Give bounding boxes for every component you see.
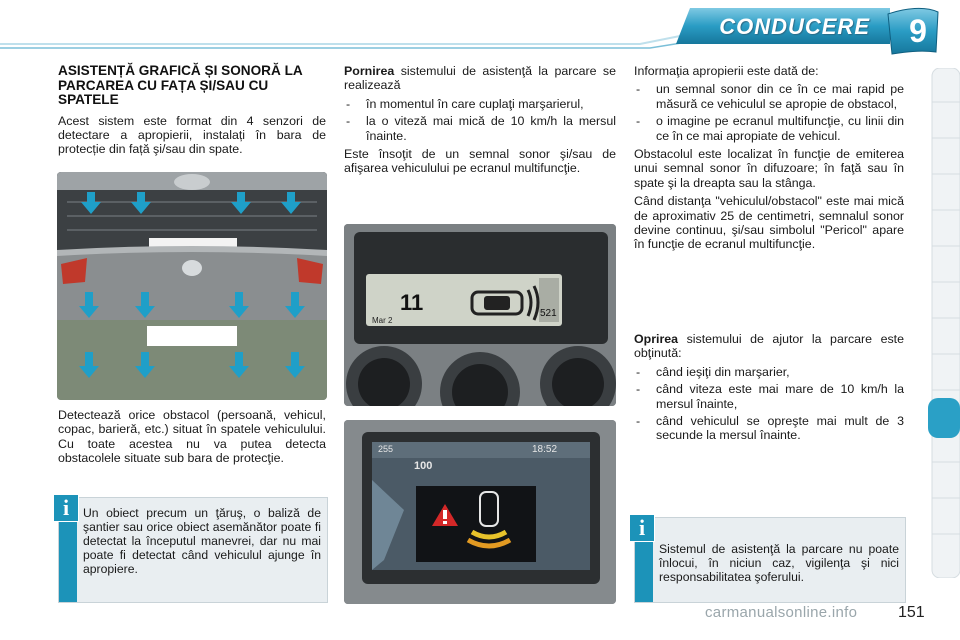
instrument-illustration — [344, 224, 616, 406]
distance-paragraph: Când distanţa "vehiculul/obstacol" este mai mică de aproximativ 25 de centimetri, semnalul sonor devine continuu, şi/sau simbolul "Pericol" apare în funcţie de ecranul multifuncţie. — [634, 194, 904, 252]
stop-list — [634, 365, 904, 443]
start-list — [344, 97, 616, 143]
display-right-text: 521 — [540, 308, 557, 319]
info-text-left: Un obiect precum un ţăruş, o baliză de şantier sau orice obiect asemănător poate fi detectat la începutul manevrei, dar nu mai poate fi detectat când vehiculul ajunge în apropiere. — [83, 506, 321, 576]
bumper-illustration — [57, 172, 327, 400]
start-item: - în momentul în care cuplaţi marşarierul, — [344, 97, 616, 111]
info-icon: i — [53, 494, 79, 522]
column-1 — [58, 64, 326, 161]
page-header — [0, 0, 960, 56]
location-paragraph: Obstacolul este localizat în funcţie de emiterea unui semnal sonor în difuzoare; în faţă sau în spate şi la dreapta sau la stânga. — [634, 147, 904, 190]
info-box-left — [58, 497, 328, 603]
start-text: sistemului de asistenţă la parcare se realizează — [344, 64, 616, 93]
display-value: 11 — [400, 290, 424, 315]
detection-paragraph: Detectează orice obstacol (persoană, vehicul, copac, barieră, etc.) situat în spatele vehiculului. Cu toate acestea nu va putea detecta obstacolele situate sub bara de protecţie. — [58, 408, 326, 466]
column-2 — [344, 64, 616, 180]
start-label: Pornirea — [344, 64, 395, 78]
column-3-stop — [634, 332, 904, 447]
chapter-side-tabs — [928, 68, 960, 578]
info-box-right — [634, 517, 906, 603]
watermark: carmanualsonline.info — [705, 604, 858, 621]
active-chapter-tab — [928, 398, 960, 438]
screen-left-text: 255 — [378, 444, 394, 454]
side-tab-strip — [928, 68, 960, 578]
screen-time: 18:52 — [532, 444, 558, 455]
screen-value: 100 — [414, 460, 433, 472]
bumper-sensors-photo — [57, 172, 327, 400]
proximity-list — [634, 82, 904, 143]
info-icon: i — [629, 514, 655, 542]
start-paragraph — [344, 64, 616, 93]
instrument-display-photo — [344, 224, 616, 406]
stop-item: - când viteza este mai mare de 10 km/h la mersul înainte, — [634, 382, 904, 411]
chapter-title: CONDUCERE — [719, 14, 870, 39]
stop-text: sistemului de ajutor la parcare este obţinută: — [634, 332, 904, 361]
page-number: 151 — [898, 604, 925, 621]
start-item: - la o viteză mai mică de 10 km/h la mersul înainte. — [344, 114, 616, 143]
multifunction-screen-photo — [344, 420, 616, 604]
chapter-number: 9 — [909, 13, 927, 49]
stop-label: Oprirea — [634, 332, 679, 346]
section-heading: ASISTENȚĂ GRAFICĂ ȘI SONORĂ LA PARCAREA CU FAȚA ȘI/SAU CU SPATELE — [58, 63, 303, 107]
stop-item: - când ieşiţi din marşarier, — [634, 365, 904, 379]
stop-paragraph — [634, 332, 904, 361]
proximity-item: - o imagine pe ecranul multifuncţie, cu linii din ce în ce mai apropiate de vehicul. — [634, 114, 904, 143]
column-1-lower — [58, 408, 326, 470]
column-3 — [634, 64, 904, 256]
signal-paragraph: Este însoţit de un semnal sonor şi/sau de afişarea vehiculului pe ecranul multifuncţie. — [344, 147, 616, 176]
proximity-item: - un semnal sonor din ce în ce mai rapid pe măsură ce vehiculul se apropie de obstacol, — [634, 82, 904, 111]
stop-item: - când vehiculul se opreşte mai mult de 3 secunde la mersul înainte. — [634, 414, 904, 443]
proximity-intro: Informaţia apropierii este dată de: — [634, 64, 819, 78]
display-corner-text: Mar 2 — [372, 316, 393, 325]
info-text-right: Sistemul de asistenţă la parcare nu poate înlocui, în niciun caz, vigilenţa şi nici responsabilitatea şoferului. — [659, 542, 899, 584]
intro-paragraph: Acest sistem este format din 4 senzori de detectare a apropierii, instalați în bara de protecție din față şi/sau din spate. — [58, 113, 326, 157]
